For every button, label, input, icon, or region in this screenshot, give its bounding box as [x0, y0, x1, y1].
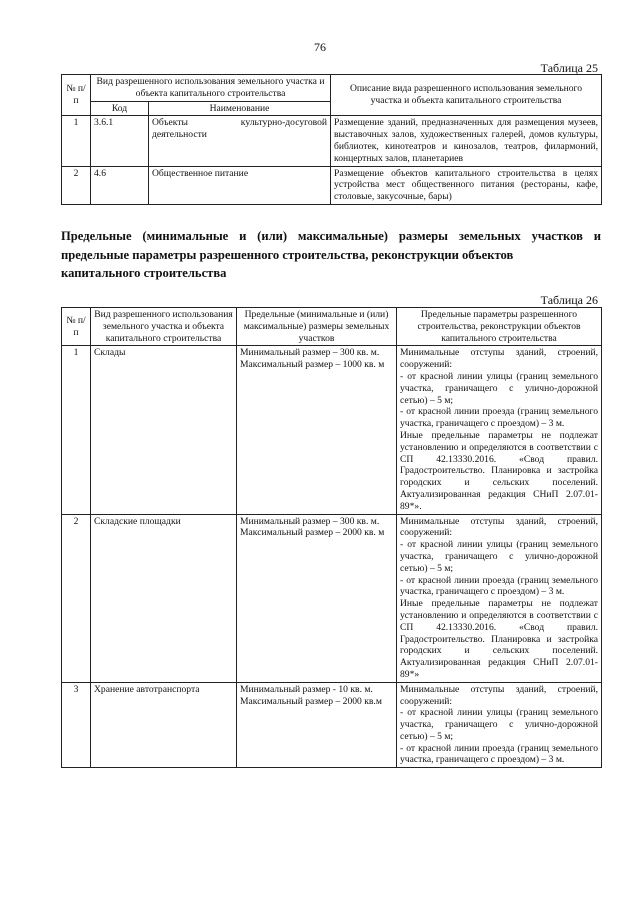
- table-row: [62, 514, 602, 682]
- param-line: - от красной линии улицы (границ земельного участка, граничащего с улично-дорожной сетью) – 5 м;: [400, 707, 598, 742]
- section-heading: [61, 227, 601, 283]
- row-params: [397, 682, 602, 768]
- table-row: [62, 346, 602, 514]
- row-sizes: [237, 682, 397, 768]
- row-number: 1: [62, 346, 91, 514]
- row-number: 1: [62, 116, 91, 166]
- row-params: [397, 514, 602, 682]
- t26-header-num: № п/п: [62, 308, 91, 346]
- t25-header-type-group: Вид разрешенного использования земельного участка и объекта капитального строительства: [91, 75, 331, 102]
- param-line: - от красной линии улицы (границ земельного участка, граничащего с улично-дорожной сетью) – 5 м;: [400, 370, 598, 406]
- size-max: Максимальный размер – 1000 кв. м: [240, 359, 385, 371]
- row-sizes: [237, 346, 397, 514]
- row-params: [397, 346, 602, 514]
- size-min: Минимальный размер - 10 кв. м.: [240, 683, 373, 695]
- row-number: 2: [62, 166, 91, 204]
- row-type: Склады: [91, 346, 237, 514]
- size-max: Максимальный размер – 2000 кв.м: [240, 695, 382, 707]
- row-code: 3.6.1: [91, 116, 149, 166]
- param-line: - от красной линии проезда (границ земельного участка, граничащего с проездом) – 3 м.: [400, 406, 598, 430]
- row-type: Складские площадки: [91, 514, 237, 682]
- param-line: Минимальные отступы зданий, строений, сооружений:: [400, 683, 598, 707]
- row-type: Хранение автотранспорта: [91, 682, 237, 768]
- row-description: Размещение зданий, предназначенных для размещения музеев, выставочных залов, художественных галерей, домов культуры, библиотек, кинотеатров и кинозалов, театров, филармоний, концертных залов, планетариев: [331, 116, 602, 166]
- row-sizes: [237, 514, 397, 682]
- page-number: 76: [314, 40, 326, 54]
- param-line: Минимальные отступы зданий, строений, сооружений:: [400, 347, 598, 371]
- table-26-caption: Таблица 26: [540, 293, 598, 307]
- row-name: Общественное питание: [149, 166, 331, 204]
- row-number: 2: [62, 514, 91, 682]
- t26-header-type: Вид разрешенного использования земельного участка и объекта капитального строительства: [91, 308, 237, 346]
- table-row: [62, 682, 602, 768]
- table-25: [61, 74, 602, 205]
- t25-header-name: Наименование: [149, 101, 331, 116]
- section-heading-line-2: капитального строительства: [61, 266, 227, 280]
- size-max: Максимальный размер – 2000 кв. м: [240, 527, 385, 539]
- size-min: Минимальный размер – 300 кв. м.: [240, 515, 380, 527]
- size-min: Минимальный размер – 300 кв. м.: [240, 347, 380, 359]
- t26-header-sizes: Предельные (минимальные и (или) максимальные) размеры земельных участков: [237, 308, 397, 346]
- param-line: - от красной линии проезда (границ земельного участка, граничащего с проездом) – 3 м.: [400, 742, 598, 766]
- row-name: Объекты культурно-досуговой деятельности: [149, 116, 331, 166]
- row-number: 3: [62, 682, 91, 768]
- param-line: - от красной линии проезда (границ земельного участка, граничащего с проездом) – 3 м.: [400, 574, 598, 598]
- table-row: [62, 166, 602, 204]
- t25-header-num: № п/п: [62, 75, 91, 116]
- section-heading-line-1: Предельные (минимальные и (или) максимальные) размеры земельных участков и предельные параметры разрешенного строительства, реконструкции объектов: [61, 229, 601, 262]
- row-description: Размещение объектов капитального строительства в целях устройства мест общественного питания (рестораны, кафе, столовые, закусочные, бары): [331, 166, 602, 204]
- t26-header-params: Предельные параметры разрешенного строительства, реконструкции объектов капитального строительства: [397, 308, 602, 346]
- table-row: [62, 116, 602, 166]
- param-line: - от красной линии улицы (границ земельного участка, граничащего с улично-дорожной сетью) – 5 м;: [400, 539, 598, 574]
- param-line: Иные предельные параметры не подлежат установлению и определяются в соответствии с СП 42.13330.2016. «Свод правил. Градостроительство. Планировка и застройка городских и сельских поселений. Актуализированная редакция СНиП 2.07.01-89*»: [400, 598, 598, 680]
- t25-header-description: Описание вида разрешенного использования земельного участка и объекта капитального строительства: [331, 75, 602, 116]
- table-25-caption: Таблица 25: [540, 61, 598, 75]
- row-code: 4.6: [91, 166, 149, 204]
- t25-header-code: Код: [91, 101, 149, 116]
- param-line: Иные предельные параметры не подлежат установлению и определяются в соответствии с СП 42.13330.2016. «Свод правил. Градостроительство. Планировка и застройка городских и сельских поселений. Актуализированная редакция СНиП 2.07.01-89*».: [400, 429, 598, 512]
- table-26: [61, 307, 602, 768]
- param-line: Минимальные отступы зданий, строений, сооружений:: [400, 515, 598, 539]
